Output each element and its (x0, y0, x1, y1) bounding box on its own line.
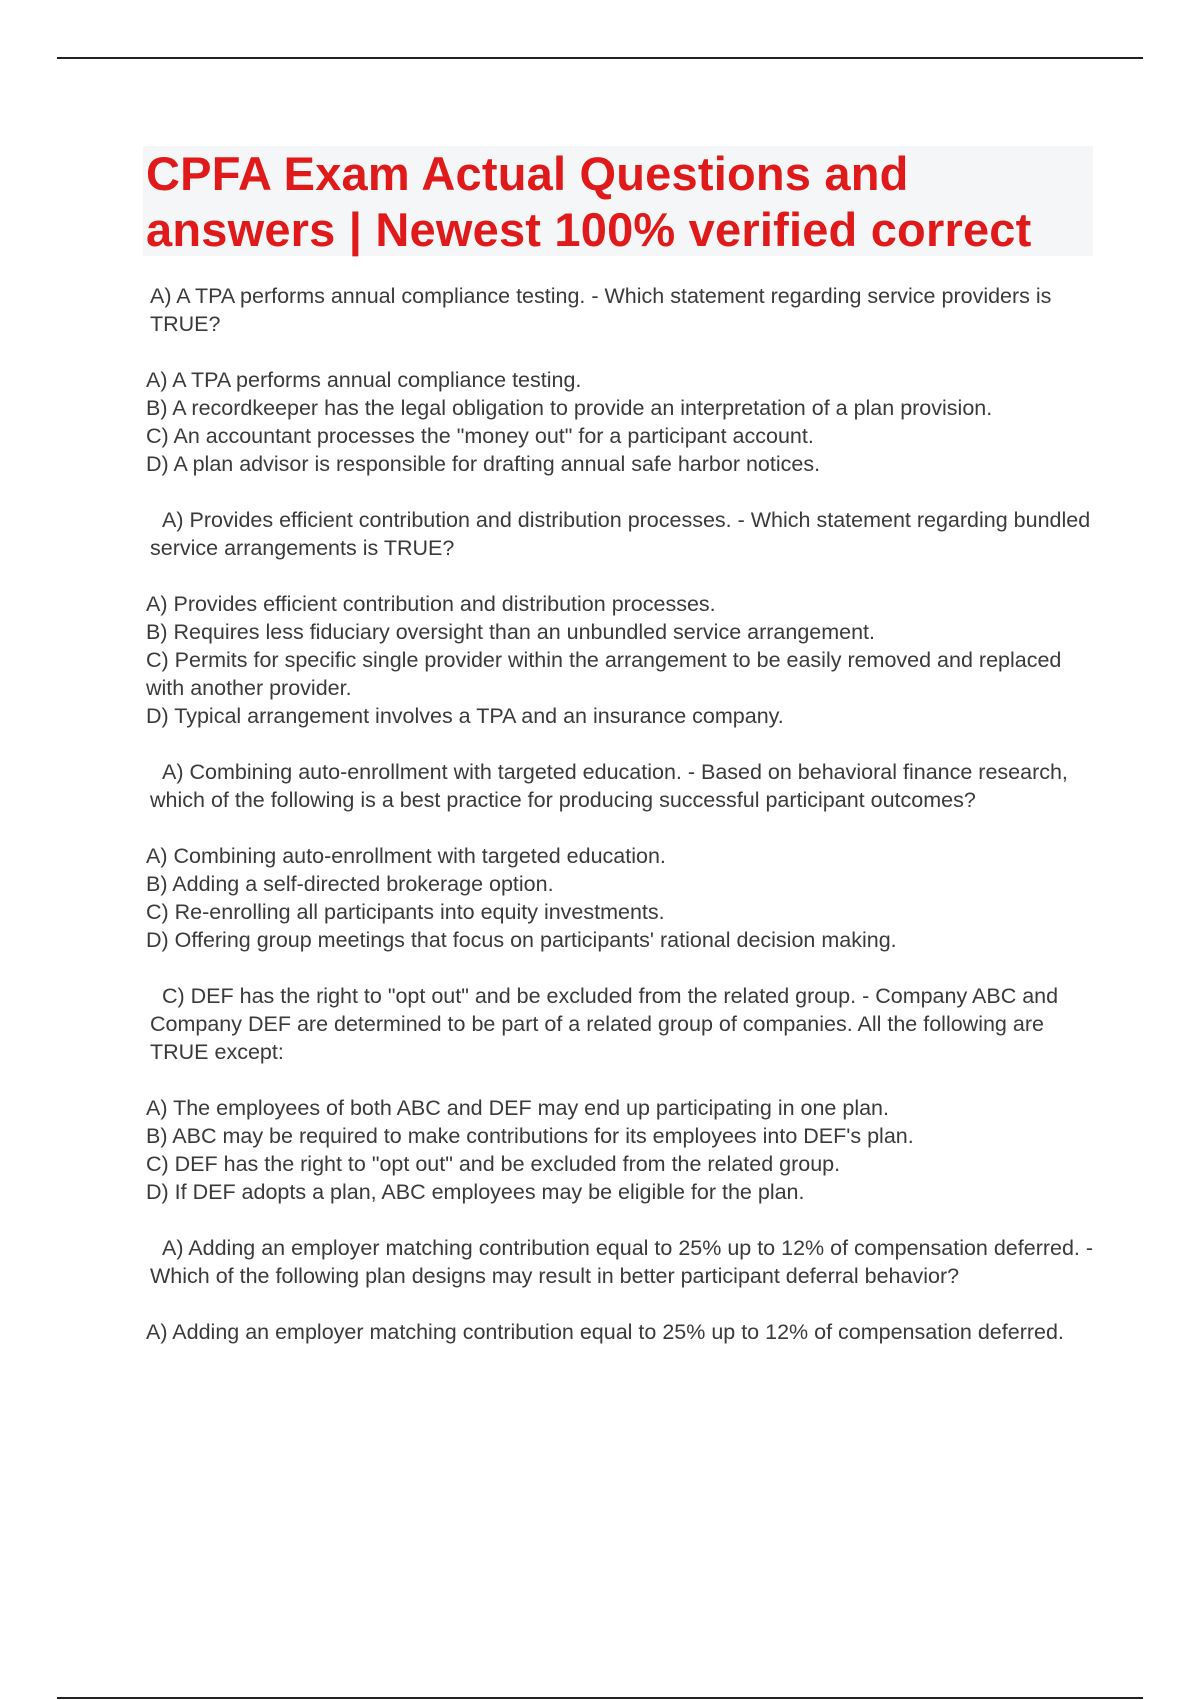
title-banner (143, 146, 1093, 256)
question-block (146, 282, 1096, 478)
answer-option: C) Permits for specific single provider within the arrangement to be easily removed and replaced with another provider. (146, 648, 1062, 700)
header-rule (57, 57, 1143, 59)
question-prompt: A) A TPA performs annual compliance testing. - Which statement regarding service providers is TRUE? (150, 284, 1052, 336)
question-block (146, 1234, 1096, 1346)
answer-option: C) An accountant processes the "money out" for a participant account. (146, 424, 814, 448)
question-prompt: A) Combining auto-enrollment with targeted education. - Based on behavioral finance research, which of the following is a best practice for producing successful participant outcomes? (150, 760, 1068, 812)
question-prompt: C) DEF has the right to "opt out" and be excluded from the related group. - Company ABC and Company DEF are determined to be part of a related group of companies. All the following are TRUE except: (150, 984, 1059, 1064)
answer-options (146, 366, 1096, 478)
answer-option: C) DEF has the right to "opt out" and be excluded from the related group. (146, 1152, 841, 1176)
answer-option: D) Typical arrangement involves a TPA and an insurance company. (146, 704, 784, 728)
question-block (146, 758, 1096, 954)
answer-option: D) If DEF adopts a plan, ABC employees may be eligible for the plan. (146, 1180, 805, 1204)
answer-options (146, 842, 1096, 954)
answer-options (146, 1094, 1096, 1206)
document-title: CPFA Exam Actual Questions and answers | Newest 100% verified correct (146, 147, 1032, 256)
answer-option: B) Adding a self-directed brokerage option. (146, 872, 554, 896)
question-block (146, 982, 1096, 1206)
answer-option: D) Offering group meetings that focus on participants' rational decision making. (146, 928, 897, 952)
answer-option: B) A recordkeeper has the legal obligation to provide an interpretation of a plan provision. (146, 396, 993, 420)
answer-option: D) A plan advisor is responsible for drafting annual safe harbor notices. (146, 452, 821, 476)
answer-option: C) Re-enrolling all participants into equity investments. (146, 900, 665, 924)
question-prompt: A) Provides efficient contribution and distribution processes. - Which statement regarding bundled service arrangements is TRUE? (150, 508, 1091, 560)
answer-option: A) Adding an employer matching contribution equal to 25% up to 12% of compensation deferred. (146, 1320, 1064, 1344)
question-prompt: A) Adding an employer matching contribution equal to 25% up to 12% of compensation deferred. - Which of the following plan designs may result in better participant deferral behavior? (150, 1236, 1094, 1288)
footer-rule (57, 1697, 1143, 1699)
document-body (146, 282, 1096, 1346)
answer-option: B) Requires less fiduciary oversight than an unbundled service arrangement. (146, 620, 876, 644)
answer-option: A) The employees of both ABC and DEF may end up participating in one plan. (146, 1096, 889, 1120)
answer-option: A) Combining auto-enrollment with targeted education. (146, 844, 666, 868)
answer-option: A) Provides efficient contribution and distribution processes. (146, 592, 716, 616)
question-block (146, 506, 1096, 730)
answer-options (146, 590, 1096, 730)
answer-option: A) A TPA performs annual compliance testing. (146, 368, 582, 392)
answer-option: B) ABC may be required to make contributions for its employees into DEF's plan. (146, 1124, 914, 1148)
answer-options (146, 1318, 1096, 1346)
